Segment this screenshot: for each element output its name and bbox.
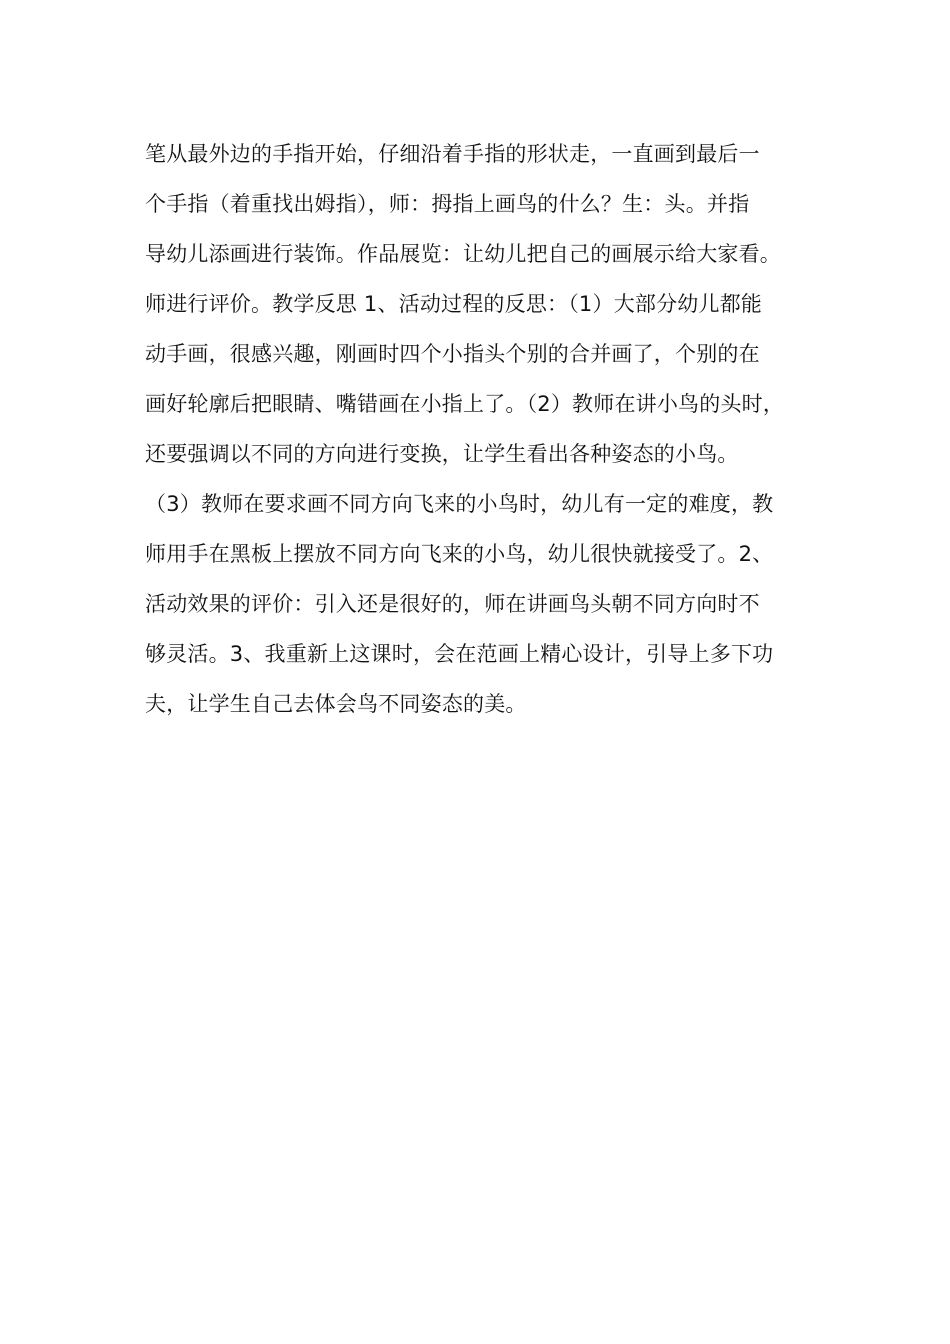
- text-line: 还要强调以不同的方向进行变换，让学生看出各种姿态的小鸟。: [145, 442, 739, 466]
- body-text: [145, 129, 825, 729]
- text-line: 动手画，很感兴趣，刚画时四个小指头个别的合并画了，个别的在: [145, 342, 760, 366]
- text-line: 导幼儿添画进行装饰。作品展览：让幼儿把自己的画展示给大家看。: [145, 242, 781, 266]
- text-line: 个手指（着重找出姆指），师：拇指上画鸟的什么？生：头。并指: [145, 192, 750, 216]
- text-line: 师用手在黑板上摆放不同方向飞来的小鸟，幼儿很快就接受了。2、: [145, 542, 774, 566]
- text-line: （3）教师在要求画不同方向飞来的小鸟时，幼儿有一定的难度，教: [145, 492, 774, 516]
- text-line: 师进行评价。教学反思 1、活动过程的反思：（1）大部分幼儿都能: [145, 292, 763, 316]
- text-line: 画好轮廓后把眼睛、嘴错画在小指上了。（2）教师在讲小鸟的头时，: [145, 392, 785, 416]
- text-line: 夫，让学生自己去体会鸟不同姿态的美。: [145, 692, 527, 716]
- text-line: 够灵活。3、我重新上这课时，会在范画上精心设计，引导上多下功: [145, 642, 774, 666]
- text-line: 活动效果的评价：引入还是很好的，师在讲画鸟头朝不同方向时不: [145, 592, 760, 616]
- text-line: 笔从最外边的手指开始，仔细沿着手指的形状走，一直画到最后一: [145, 142, 760, 166]
